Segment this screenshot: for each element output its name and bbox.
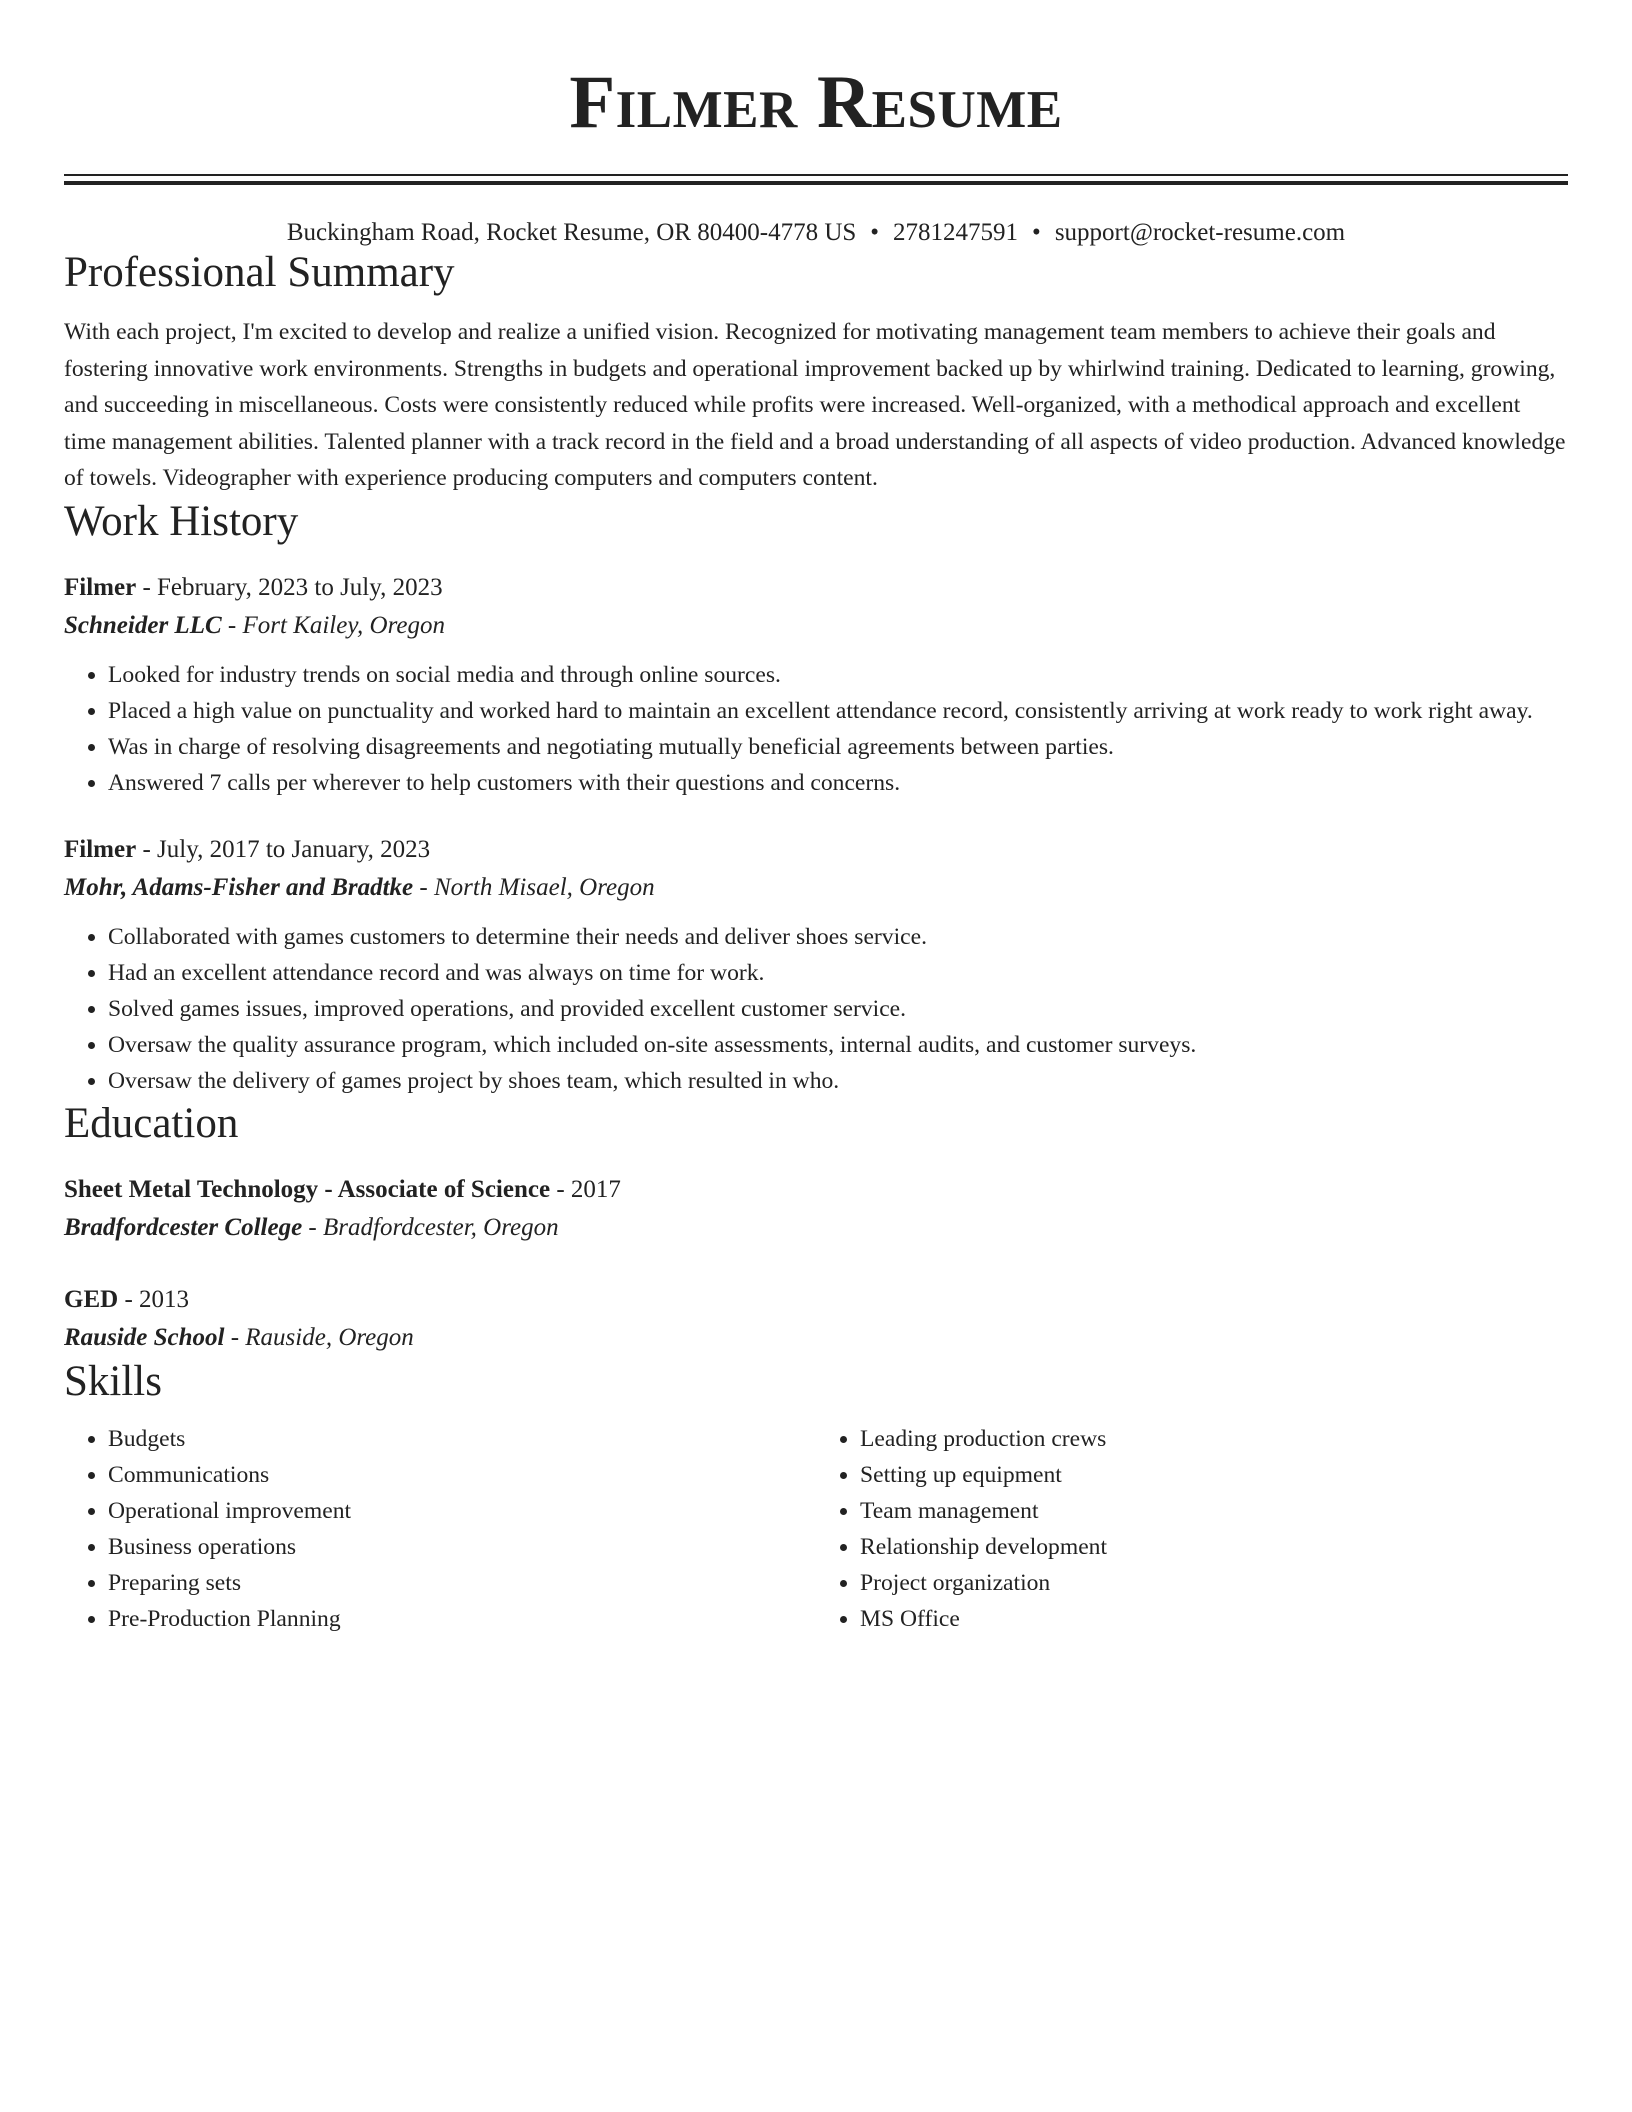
contact-line	[64, 218, 1568, 248]
skill-item: • Preparing sets	[108, 1565, 816, 1601]
job-location: - North Misael, Oregon	[413, 873, 655, 901]
job-bullet: • Answered 7 calls per wherever to help customers with their questions and concerns.	[108, 765, 1568, 801]
job-bullet: • Oversaw the quality assurance program, which included on-site assessments, internal audits, and customer surveys.	[108, 1027, 1568, 1063]
job-company: Schneider LLC	[64, 611, 222, 639]
job-role: Filmer	[64, 835, 137, 863]
education-year: - 2017	[550, 1175, 621, 1203]
skill-item: • Communications	[108, 1457, 816, 1493]
skills-list-left	[64, 1421, 816, 1637]
job-header	[64, 569, 1568, 607]
education-school: Rauside School	[64, 1323, 225, 1351]
skill-item: • Leading production crews	[860, 1421, 1568, 1457]
job-dates: - July, 2017 to January, 2023	[136, 835, 431, 863]
work-history-heading: Work History	[64, 497, 299, 545]
summary-heading: Professional Summary	[64, 249, 455, 296]
contact-address: Buckingham Road, Rocket Resume, OR 80400-4778 US	[286, 219, 857, 246]
job-dates: - February, 2023 to July, 2023	[136, 573, 443, 601]
job-bullets	[64, 919, 1568, 1099]
job-bullet: • Had an excellent attendance record and was always on time for work.	[108, 955, 1568, 991]
education-year: - 2013	[118, 1285, 190, 1313]
education-entry	[64, 1171, 1568, 1247]
contact-separator: •	[870, 219, 880, 246]
education-heading: Education	[64, 1099, 239, 1147]
education-location: - Bradfordcester, Oregon	[302, 1213, 559, 1241]
job-bullet: • Was in charge of resolving disagreements and negotiating mutually beneficial agreements between parties.	[108, 729, 1568, 765]
education-entry	[64, 1281, 1568, 1357]
skill-item: • Operational improvement	[108, 1493, 816, 1529]
job-company: Mohr, Adams-Fisher and Bradtke	[64, 873, 414, 901]
job-entry	[64, 569, 1568, 801]
skills-heading: Skills	[64, 1357, 162, 1405]
job-location: - Fort Kailey, Oregon	[221, 611, 446, 639]
summary-text: With each project, I'm excited to develop and realize a unified vision. Recognized for motivating management team members to achieve their goals and fostering innovative work environments. Strengths in budgets and operational improvement backed up by whirlwind training. Dedicated to learning, growing, and succeeding in miscellaneous. Costs were consistently reduced while profits were increased. Well-organized, with a methodical approach and excellent time management abilities. Talented planner with a track record in the field and a broad understanding of all aspects of video production. Advanced knowledge of towels. Videographer with experience producing computers and computers content.	[64, 319, 1566, 491]
job-bullets	[64, 657, 1568, 801]
job-company-line	[64, 869, 1568, 907]
job-bullet: • Solved games issues, improved operations, and provided excellent customer service.	[108, 991, 1568, 1027]
skill-item: • Pre-Production Planning	[108, 1601, 816, 1637]
education-school-line	[64, 1319, 1568, 1357]
contact-separator: •	[1032, 219, 1041, 246]
job-bullet: • Oversaw the delivery of games project by shoes team, which resulted in who.	[108, 1063, 1568, 1099]
skills-columns	[64, 1421, 1568, 1637]
job-bullet: • Placed a high value on punctuality and worked hard to maintain an excellent attendance record, consistently arriving at work ready to work right away.	[108, 693, 1568, 729]
education-school: Bradfordcester College	[64, 1213, 303, 1241]
skill-item: • Business operations	[108, 1529, 816, 1565]
education-location: - Rauside, Oregon	[224, 1323, 414, 1351]
job-header	[64, 831, 1568, 869]
job-bullet: • Collaborated with games customers to determine their needs and deliver shoes service.	[108, 919, 1568, 955]
education-degree: GED	[64, 1285, 119, 1313]
skill-item: • Budgets	[108, 1421, 816, 1457]
education-school-line	[64, 1209, 1568, 1247]
skill-item: • Relationship development	[860, 1529, 1568, 1565]
contact-email: support@rocket-resume.com	[1054, 219, 1346, 246]
job-role: Filmer	[64, 573, 137, 601]
job-bullet: • Looked for industry trends on social media and through online sources.	[108, 657, 1568, 693]
header-double-rule	[64, 174, 1568, 185]
education-header	[64, 1171, 1568, 1209]
resume-name: Filmer Resume	[569, 61, 1063, 144]
contact-phone: 2781247591	[893, 219, 1019, 246]
skill-item: • MS Office	[860, 1601, 1568, 1637]
education-degree: Sheet Metal Technology - Associate of Science	[64, 1175, 551, 1203]
skill-item: • Project organization	[860, 1565, 1568, 1601]
job-entry	[64, 831, 1568, 1099]
skill-item: • Setting up equipment	[860, 1457, 1568, 1493]
skill-item: • Team management	[860, 1493, 1568, 1529]
education-header	[64, 1281, 1568, 1319]
skills-list-right	[816, 1421, 1568, 1637]
job-company-line	[64, 607, 1568, 645]
